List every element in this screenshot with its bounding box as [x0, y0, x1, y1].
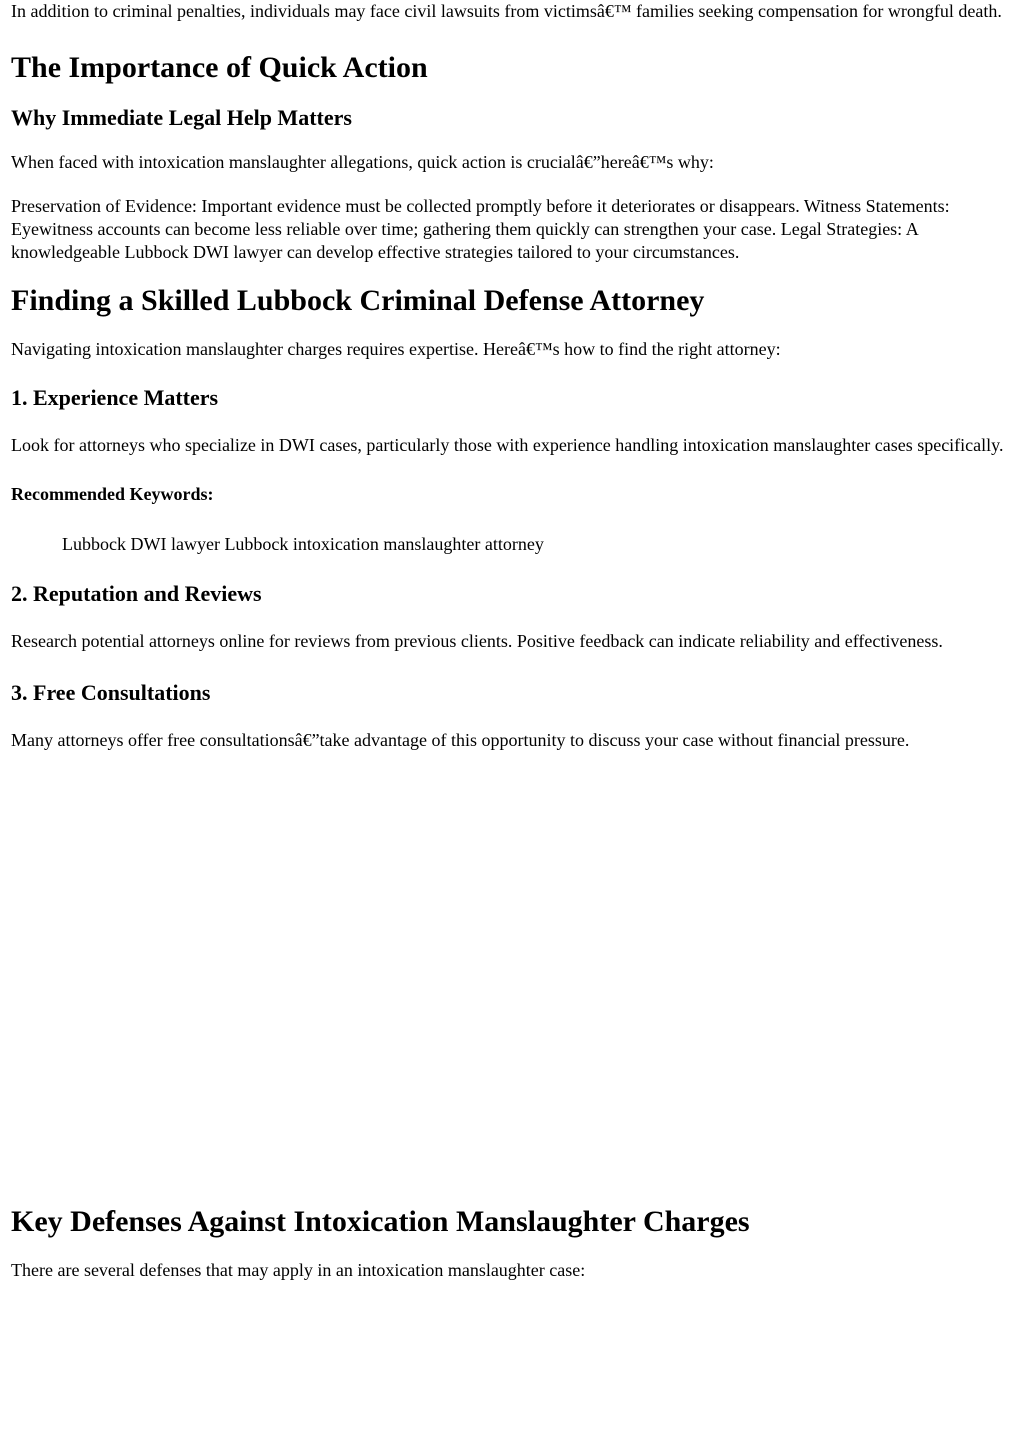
intro-paragraph: In addition to criminal penalties, individuals may face civil lawsuits from victimsâ€™ families seeking compensation for wrongful death.: [11, 1, 1002, 21]
keywords-list: Lubbock DWI lawyer Lubbock intoxication manslaughter attorney: [62, 534, 544, 554]
paragraph-consultations: Many attorneys offer free consultationsâ€”take advantage of this opportunity to discuss your case without financial pressure.: [11, 730, 910, 750]
heading-keywords: Recommended Keywords:: [11, 484, 214, 504]
paragraph-quick-action: When faced with intoxication manslaughter allegations, quick action is crucialâ€”hereâ€™s why:: [11, 152, 714, 172]
paragraph-experience: Look for attorneys who specialize in DWI cases, particularly those with experience handling intoxication manslaughter cases specifically.: [11, 435, 1004, 455]
paragraph-defenses: There are several defenses that may apply in an intoxication manslaughter case:: [11, 1260, 586, 1280]
paragraph-reputation: Research potential attorneys online for reviews from previous clients. Positive feedback can indicate reliability and effectiveness.: [11, 631, 943, 651]
paragraph-navigating: Navigating intoxication manslaughter charges requires expertise. Hereâ€™s how to find the right attorney:: [11, 339, 781, 359]
heading-immediate-help: Why Immediate Legal Help Matters: [11, 105, 352, 130]
paragraph-reasons: Preservation of Evidence: Important evidence must be collected promptly before it deteriorates or disappears. Witness Statements: Eyewitness accounts can become less reliable over time; gathering them quickly can strengthen your case. Legal Strategies: A knowledgeable Lubbock DWI lawyer can develop effective strategies tailored to your circumstances.: [11, 196, 950, 262]
heading-experience: 1. Experience Matters: [11, 385, 219, 410]
heading-reputation: 2. Reputation and Reviews: [11, 581, 262, 606]
blank-space: [11, 752, 1014, 1184]
heading-finding-attorney: Finding a Skilled Lubbock Criminal Defense Attorney: [11, 284, 705, 317]
heading-key-defenses: Key Defenses Against Intoxication Manslaughter Charges: [11, 1205, 750, 1238]
heading-quick-action: The Importance of Quick Action: [11, 51, 428, 84]
heading-consultations: 3. Free Consultations: [11, 680, 211, 705]
